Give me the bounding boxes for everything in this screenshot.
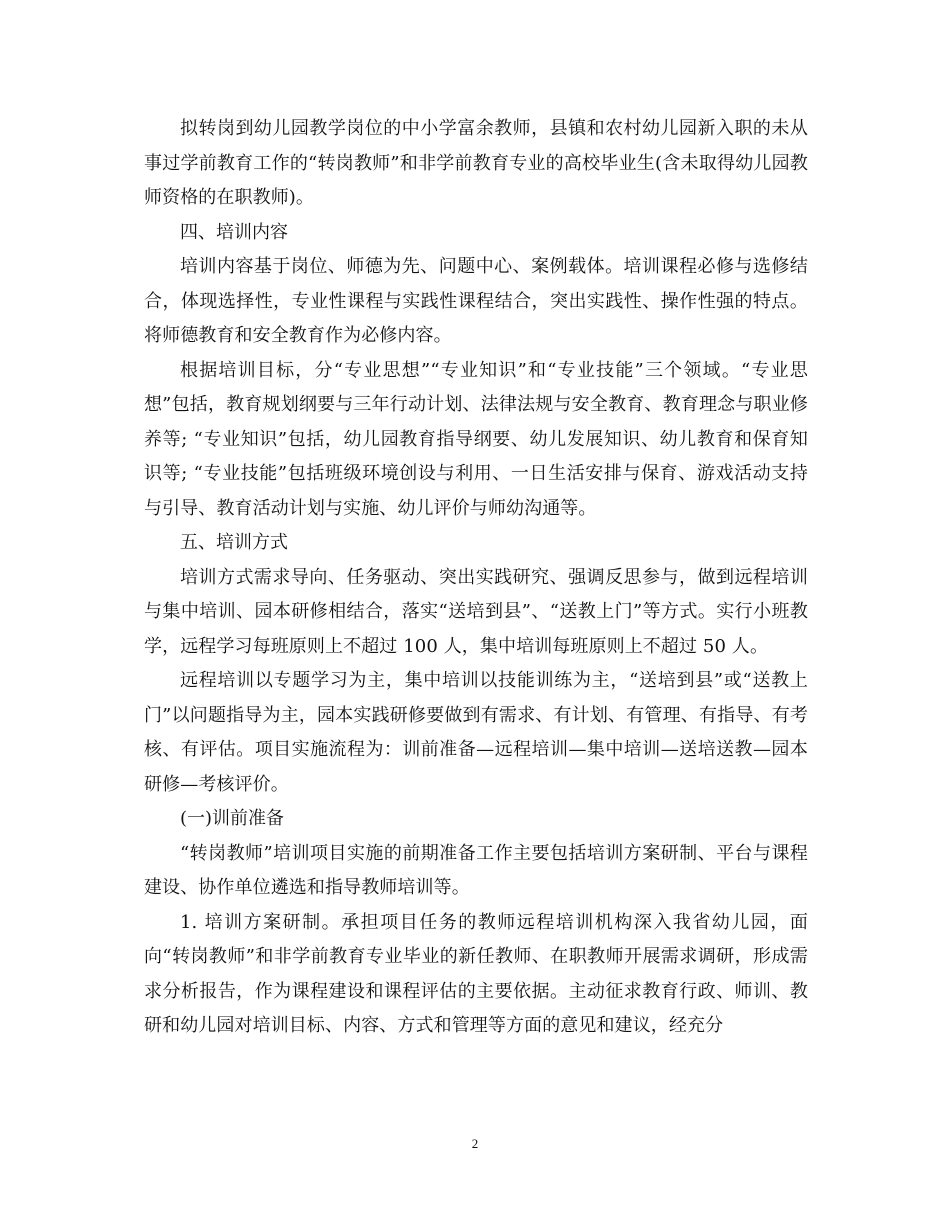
page-number: 2 bbox=[471, 1136, 479, 1151]
paragraph-preparation-overview: “转岗教师”培训项目实施的前期准备工作主要包括培训方案研制、平台与课程建设、协作单位遴选和指导教师培训等。 bbox=[144, 842, 808, 898]
paragraph-training-methods: 培训方式需求导向、任务驱动、突出实践研究、强调反思参与，做到远程培训与集中培训、园本研修相结合，落实“送培到县”、“送教上门”等方式。实行小班教学，远程学习每班原则上不超过 100 人，集中培训每班原则上不超过 50 人。 bbox=[144, 566, 808, 657]
paragraph-training-domains: 根据培训目标，分“专业思想”“专业知识”和“专业技能”三个领域。“专业思想”包括，教育规划纲要与三年行动计划、法律法规与安全教育、教育理念与职业修养等; “专业知识”包括，幼儿园教育指导纲要、幼儿发展知识、幼儿教育和保育知识等; “专业技能”包括班级环境创设与利用、一日生活安排与保育、游戏活动支持与引导、教育活动计划与实施、幼儿评价与师幼沟通等。 bbox=[144, 359, 808, 519]
paragraph-training-plan-development: 1. 培训方案研制。承担项目任务的教师远程培训机构深入我省幼儿园，面向“转岗教师”和非学前教育专业毕业的新任教师、在职教师开展需求调研，形成需求分析报告，作为课程建设和课程评估的主要依据。主动征求教育行政、师训、教研和幼儿园对培训目标、内容、方式和管理等方面的意见和建议，经充分 bbox=[144, 911, 808, 1036]
paragraph-training-content: 培训内容基于岗位、师德为先、问题中心、案例载体。培训课程必修与选修结合，体现选择性，专业性课程与实践性课程结合，突出实践性、操作性强的特点。将师德教育和安全教育作为必修内容。 bbox=[144, 256, 808, 346]
paragraph-implementation-flow: 远程培训以专题学习为主，集中培训以技能训练为主，“送培到县”或“送教上门”以问题指导为主，园本实践研修要做到有需求、有计划、有管理、有指导、有考核、有评估。项目实施流程为：训前准备—远程培训—集中培训—送培送教—园本研修—考核评价。 bbox=[144, 670, 808, 795]
subheading-pre-training-preparation: (一)训前准备 bbox=[180, 808, 285, 829]
document-body bbox=[144, 112, 808, 1044]
section-heading-training-content: 四、培训内容 bbox=[180, 221, 288, 243]
section-heading-training-methods: 五、培训方式 bbox=[180, 532, 288, 553]
paragraph-target-participants: 拟转岗到幼儿园教学岗位的中小学富余教师，县镇和农村幼儿园新入职的未从事过学前教育工作的“转岗教师”和非学前教育专业的高校毕业生(含未取得幼儿园教师资格的在职教师)。 bbox=[144, 118, 808, 208]
